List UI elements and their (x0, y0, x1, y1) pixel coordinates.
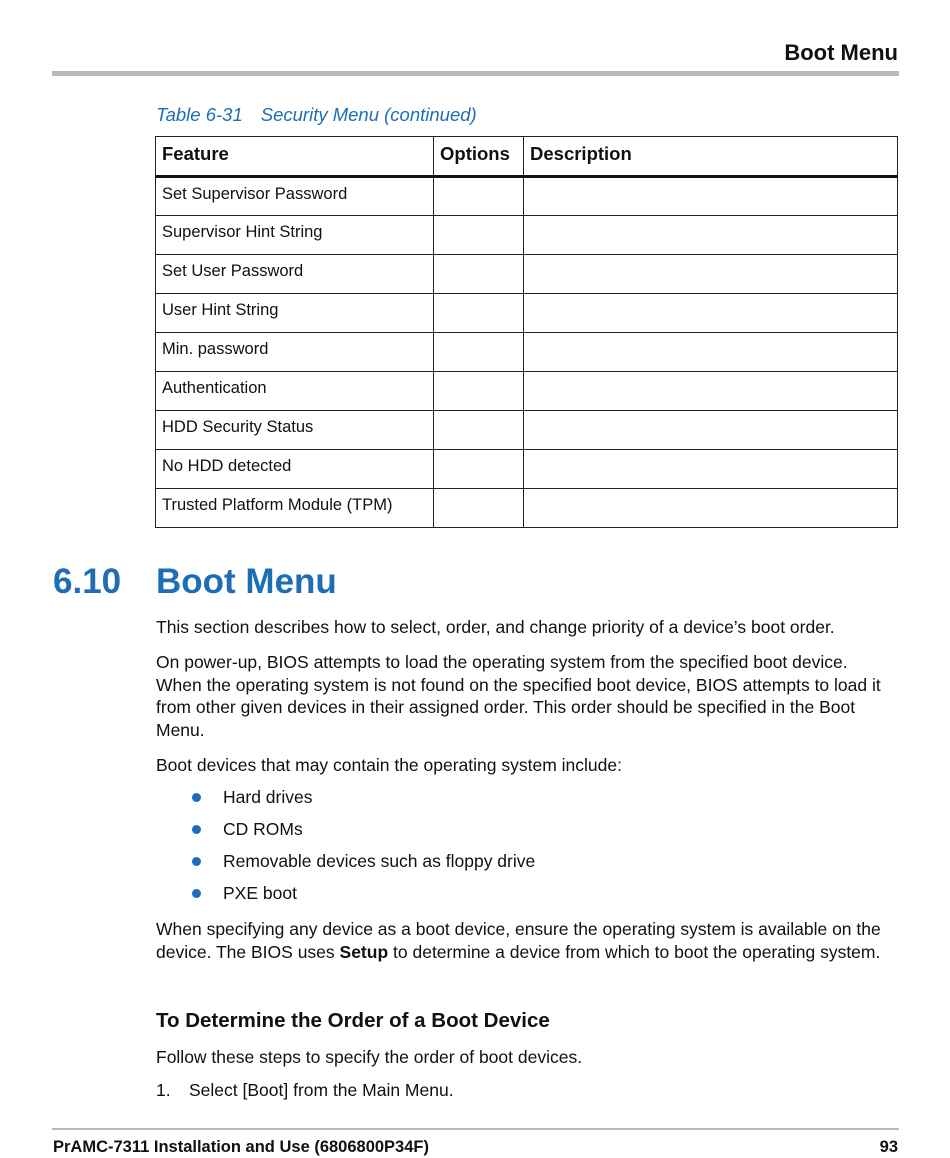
boot-devices-paragraph: Boot devices that may contain the operating system include: (156, 755, 622, 775)
feature-cell: Authentication (156, 372, 434, 411)
list-item (156, 850, 898, 882)
list-item (156, 818, 898, 850)
security-menu-table (155, 136, 898, 528)
table-row (156, 177, 898, 216)
description-cell (524, 450, 898, 489)
procedure-step (156, 1080, 454, 1101)
description-cell (524, 372, 898, 411)
table-row (156, 216, 898, 255)
feature-cell: Supervisor Hint String (156, 216, 434, 255)
table-caption-number: Table 6-31 (156, 104, 243, 125)
table-row (156, 489, 898, 528)
description-cell (524, 489, 898, 528)
feature-cell: No HDD detected (156, 450, 434, 489)
list-item-text: Removable devices such as floppy drive (223, 851, 536, 871)
description-cell (524, 294, 898, 333)
options-cell (434, 450, 524, 489)
setup-keyword: Setup (339, 941, 389, 962)
options-cell (434, 411, 524, 450)
step-number: 1. (156, 1080, 171, 1100)
procedure-heading: To Determine the Order of a Boot Device (156, 1009, 550, 1032)
table-row (156, 411, 898, 450)
power-up-paragraph: On power-up, BIOS attempts to load the operating system from the specified boot device. When the operating system is not found on the specified boot device, BIOS attempts to load it from other given devices in their assigned order. This order should be specified in the Boot Menu. (156, 652, 881, 740)
options-cell (434, 294, 524, 333)
list-item (156, 786, 898, 818)
table-row (156, 372, 898, 411)
table-header-row (156, 137, 898, 177)
page-header-title: Boot Menu (784, 40, 898, 65)
section-title: Boot Menu (156, 562, 337, 601)
feature-cell: Min. password (156, 333, 434, 372)
options-cell (434, 177, 524, 216)
feature-cell: User Hint String (156, 294, 434, 333)
table-row (156, 333, 898, 372)
options-cell (434, 489, 524, 528)
bullet-icon (192, 889, 201, 898)
options-cell (434, 255, 524, 294)
table-caption (156, 104, 477, 126)
setup-paragraph-text-end: to determine a device from which to boot the operating system. (388, 941, 881, 962)
bullet-icon (192, 793, 201, 802)
table-row (156, 255, 898, 294)
header-divider (52, 71, 899, 76)
table-row (156, 294, 898, 333)
footer-document-title: PrAMC-7311 Installation and Use (6806800P34F) (53, 1138, 429, 1156)
footer-page-number: 93 (879, 1138, 898, 1156)
table-caption-title: Security Menu (continued) (260, 104, 477, 125)
list-item (156, 882, 898, 914)
setup-paragraph (156, 918, 898, 963)
list-item-text: Hard drives (223, 787, 313, 807)
description-cell (524, 411, 898, 450)
intro-paragraph: This section describes how to select, order, and change priority of a device’s boot order. (156, 617, 835, 637)
table-row (156, 450, 898, 489)
feature-cell: Trusted Platform Module (TPM) (156, 489, 434, 528)
list-item-text: CD ROMs (223, 819, 303, 839)
description-cell (524, 177, 898, 216)
options-cell (434, 372, 524, 411)
column-header-options: Options (434, 137, 524, 177)
feature-cell: Set Supervisor Password (156, 177, 434, 216)
feature-cell: HDD Security Status (156, 411, 434, 450)
list-item-text: PXE boot (223, 883, 297, 903)
options-cell (434, 333, 524, 372)
column-header-feature: Feature (156, 137, 434, 177)
procedure-intro: Follow these steps to specify the order of boot devices. (156, 1047, 583, 1067)
footer-divider (52, 1128, 899, 1130)
bullet-icon (192, 857, 201, 866)
description-cell (524, 333, 898, 372)
boot-device-list (156, 786, 898, 914)
bullet-icon (192, 825, 201, 834)
step-text: Select [Boot] from the Main Menu. (189, 1080, 454, 1100)
setup-paragraph-text-start: When specifying any device as a boot device, ensure the operating system is available on the device. The BIOS uses (156, 919, 881, 962)
description-cell (524, 255, 898, 294)
column-header-description: Description (524, 137, 898, 177)
description-cell (524, 216, 898, 255)
options-cell (434, 216, 524, 255)
section-number: 6.10 (53, 562, 122, 601)
feature-cell: Set User Password (156, 255, 434, 294)
